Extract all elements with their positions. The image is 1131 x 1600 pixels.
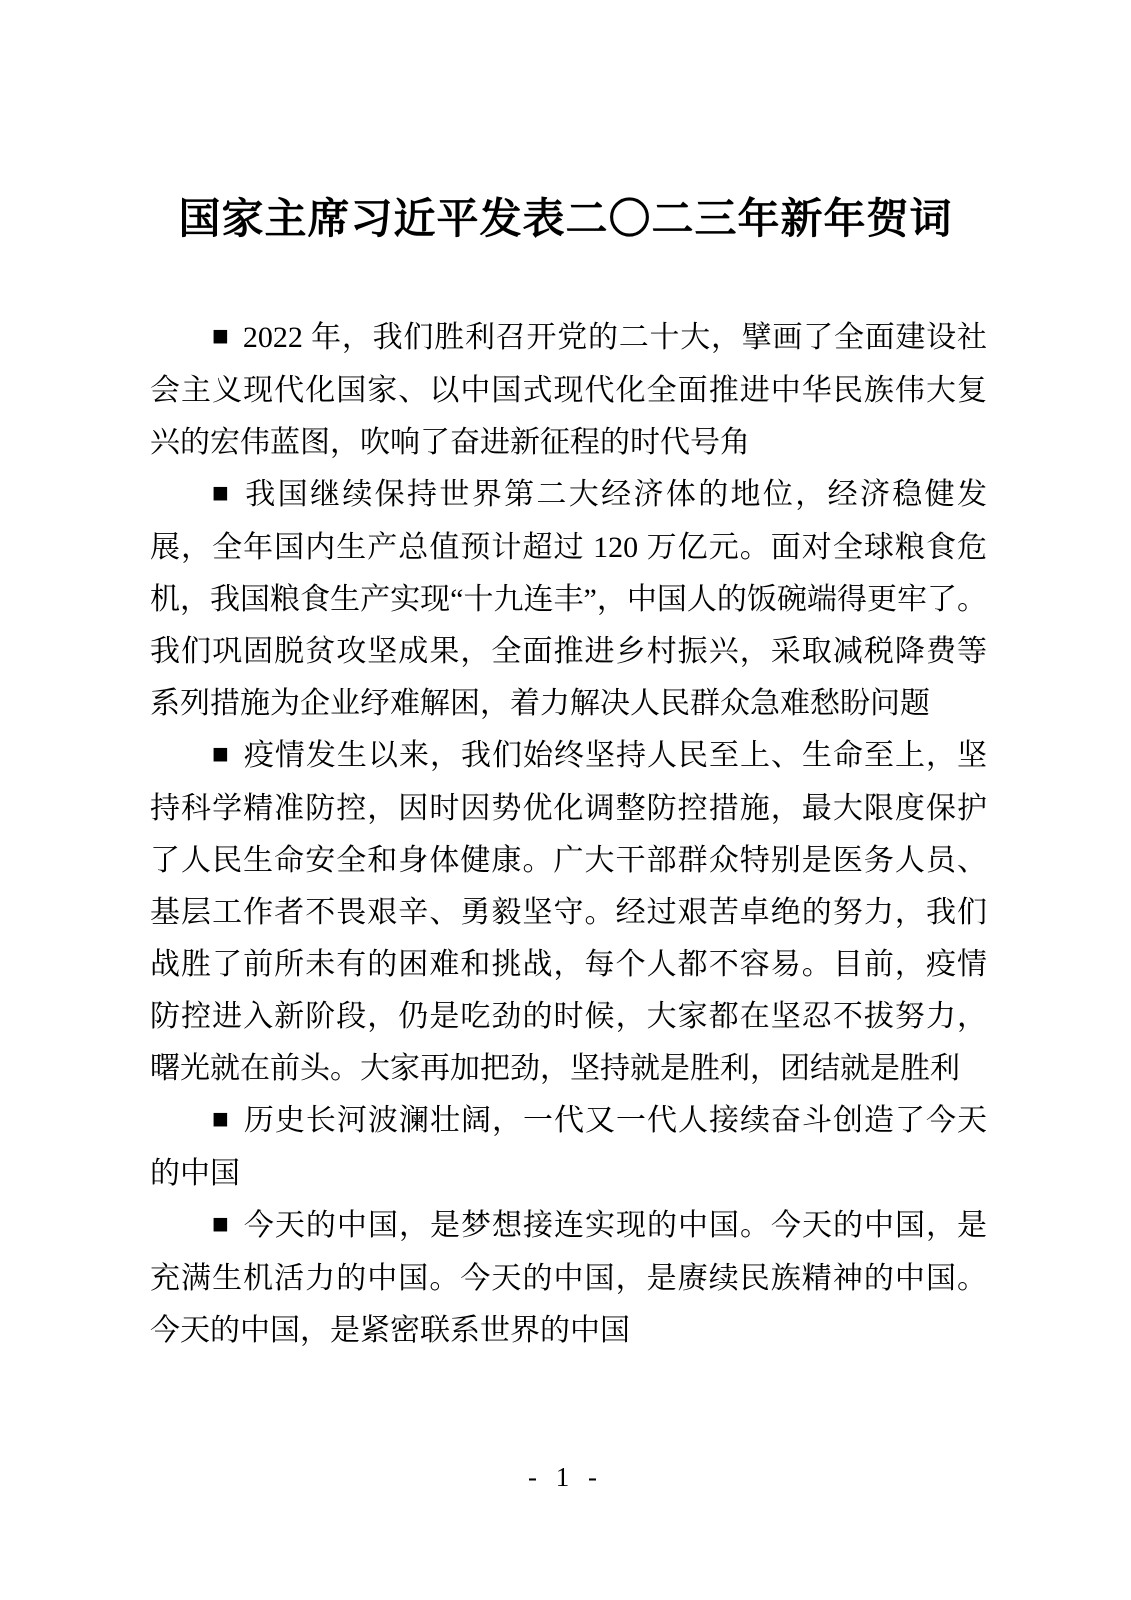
paragraph-text: 疫情发生以来，我们始终坚持人民至上、生命至上，坚持科学精准防控，因时因势优化调整防控措施，最大限度保护了人民生命安全和身体健康。广大干部群众特别是医务人员、基层工作者不畏艰辛、勇毅坚守。经过艰苦卓绝的努力，我们战胜了前所未有的困难和挑战，每个人都不容易。目前，疫情防控进入新阶段，仍是吃劲的时候，大家都在坚忍不拔努力，曙光就在前头。大家再加把劲，坚持就是胜利，团结就是胜利	[150, 739, 987, 1085]
square-bullet-icon: ■	[212, 739, 229, 770]
paragraph-text: 2022 年，我们胜利召开党的二十大，擘画了全面建设社会主义现代化国家、以中国式现代化全面推进中华民族伟大复兴的宏伟蓝图，吹响了奋进新征程的时代号角	[150, 321, 987, 459]
page-number: - 1 -	[528, 1462, 603, 1492]
square-bullet-icon: ■	[212, 321, 229, 352]
square-bullet-icon: ■	[212, 478, 229, 509]
paragraph	[150, 312, 987, 469]
square-bullet-icon: ■	[212, 1104, 229, 1135]
document-body	[150, 312, 987, 1357]
square-bullet-icon: ■	[212, 1209, 229, 1240]
paragraph	[150, 1200, 987, 1357]
paragraph	[150, 469, 987, 730]
paragraph	[150, 730, 987, 1095]
paragraph-text: 历史长河波澜壮阔，一代又一代人接续奋斗创造了今天的中国	[150, 1104, 987, 1190]
document-title: 国家主席习近平发表二〇二三年新年贺词	[178, 197, 953, 243]
paragraph	[150, 1095, 987, 1200]
paragraph-text: 今天的中国，是梦想接连实现的中国。今天的中国，是充满生机活力的中国。今天的中国，是赓续民族精神的中国。今天的中国，是紧密联系世界的中国	[150, 1209, 987, 1347]
paragraph-text: 我国继续保持世界第二大经济体的地位，经济稳健发展，全年国内生产总值预计超过 120 万亿元。面对全球粮食危机，我国粮食生产实现“十九连丰”，中国人的饭碗端得更牢了。我们巩固脱贫攻坚成果，全面推进乡村振兴，采取减税降费等系列措施为企业纾难解困，着力解决人民群众急难愁盼问题	[150, 478, 987, 720]
